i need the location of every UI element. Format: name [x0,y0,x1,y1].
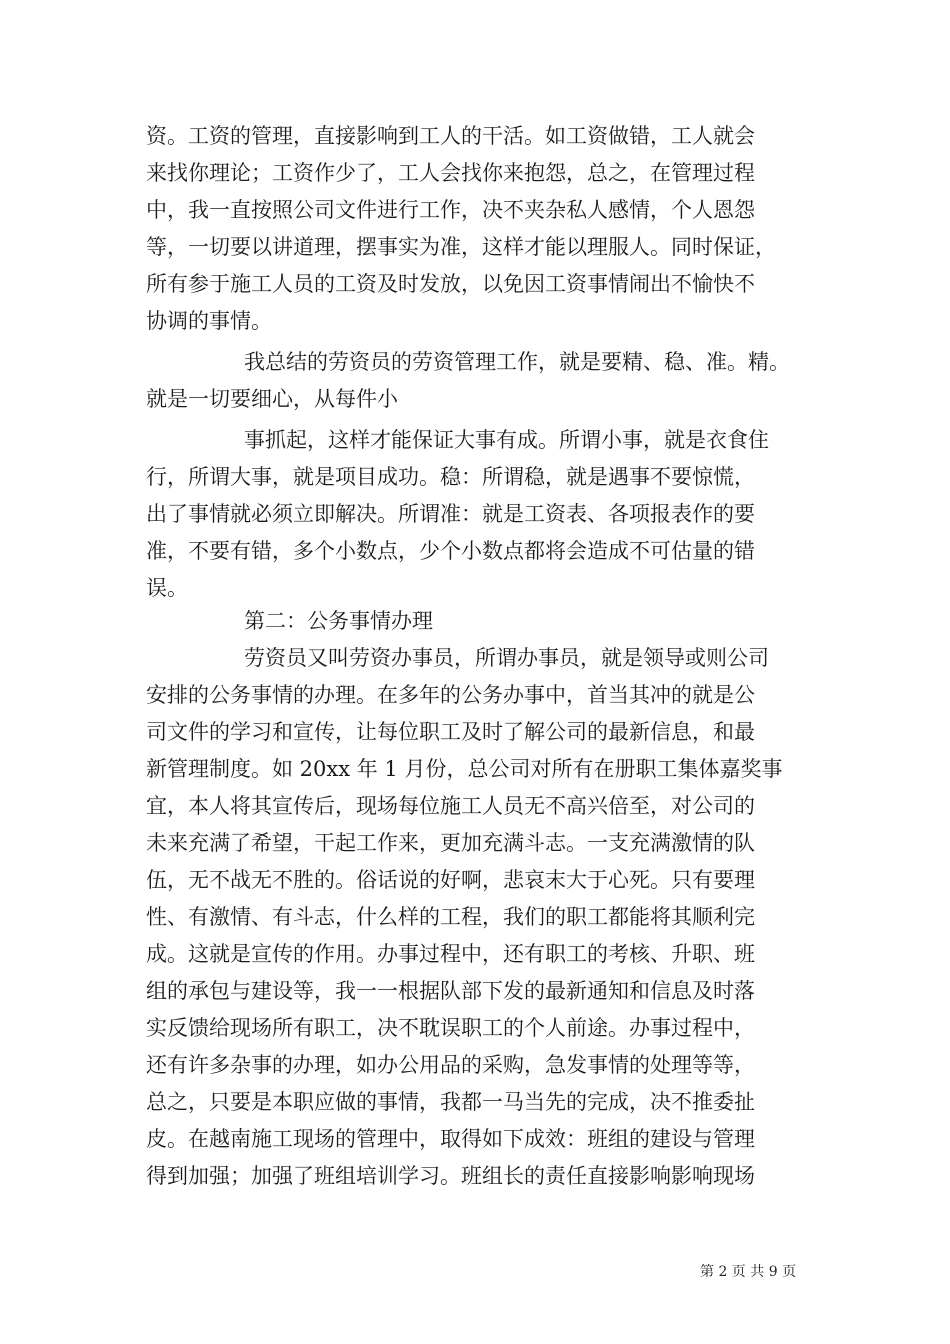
text-line: 总之，只要是本职应做的事情，我都一马当先的完成，决不推委扯 [146,1090,755,1114]
text-line: 就是一切要细心，从每件小 [146,387,398,411]
text-line: 协调的事情。 [146,309,272,333]
text-line: 劳资员又叫劳资办事员，所谓办事员，就是领导或则公司 [244,646,769,670]
text-line: 皮。在越南施工现场的管理中，取得如下成效：班组的建设与管理 [146,1127,755,1151]
text-line: 还有许多杂事的办理，如办公用品的采购，急发事情的处理等等， [146,1053,755,1077]
text-line: 司文件的学习和宣传，让每位职工及时了解公司的最新信息，和最 [146,720,755,744]
text-line: 伍，无不战无不胜的。俗话说的好啊，悲哀末大于心死。只有要理 [146,868,755,892]
text-line: 成。这就是宣传的作用。办事过程中，还有职工的考核、升职、班 [146,942,755,966]
section-heading: 第二：公务事情办理 [244,609,433,633]
text-line: 组的承包与建设等，我一一根据队部下发的最新通知和信息及时落 [146,979,755,1003]
text-line: 新管理制度。如 20xx 年 1 月份，总公司对所有在册职工集体嘉奖事 [146,757,783,781]
text-line: 中，我一直按照公司文件进行工作，决不夹杂私人感情，个人恩怨 [146,198,755,222]
page-number-footer: 第 2 页 共 9 页 [700,1264,797,1280]
text-line: 资。工资的管理，直接影响到工人的干活。如工资做错，工人就会 [146,124,755,148]
text-line: 行，所谓大事，就是项目成功。稳：所谓稳，就是遇事不要惊慌， [146,465,755,489]
text-line: 事抓起，这样才能保证大事有成。所谓小事，就是衣食住 [244,428,769,452]
text-line: 等，一切要以讲道理，摆事实为准，这样才能以理服人。同时保证， [146,235,776,259]
text-line: 未来充满了希望，干起工作来，更加充满斗志。一支充满激情的队 [146,831,755,855]
text-line: 性、有激情、有斗志，什么样的工程，我们的职工都能将其顺利完 [146,905,755,929]
text-line: 准，不要有错，多个小数点，少个小数点都将会造成不可估量的错 [146,539,755,563]
text-line: 误。 [146,576,188,600]
text-line: 安排的公务事情的办理。在多年的公务办事中，首当其冲的就是公 [146,683,755,707]
text-line: 来找你理论；工资作少了，工人会找你来抱怨，总之，在管理过程 [146,161,755,185]
text-line: 我总结的劳资员的劳资管理工作，就是要精、稳、准。精。 [244,350,790,374]
text-line: 实反馈给现场所有职工，决不耽误职工的个人前途。办事过程中， [146,1016,755,1040]
text-line: 得到加强；加强了班组培训学习。班组长的责任直接影响影响现场 [146,1164,755,1188]
text-line: 所有参于施工人员的工资及时发放，以免因工资事情闹出不愉快不 [146,272,755,296]
text-line: 宜，本人将其宣传后，现场每位施工人员无不高兴倍至，对公司的 [146,794,755,818]
text-line: 出了事情就必须立即解决。所谓准：就是工资表、各项报表作的要 [146,502,755,526]
